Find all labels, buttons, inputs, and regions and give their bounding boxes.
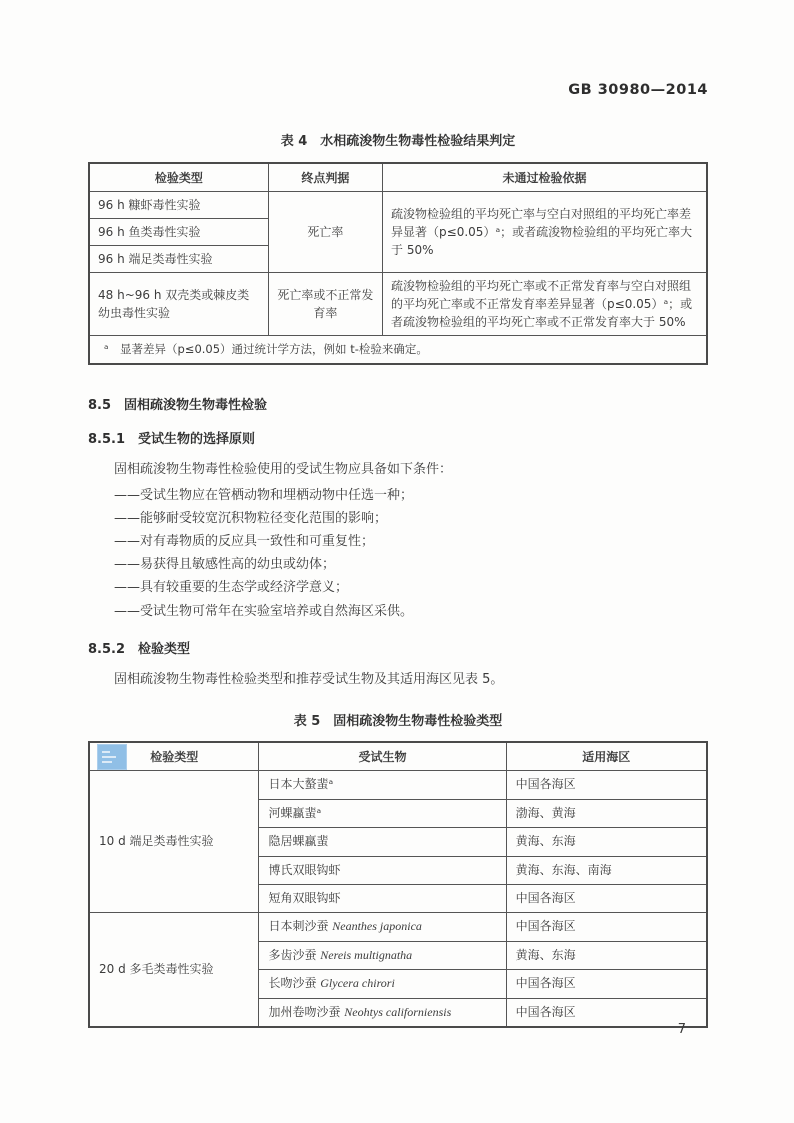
table4-footnote-row	[89, 336, 707, 365]
table5-cell-organism	[259, 885, 506, 913]
table-row	[89, 192, 707, 219]
organism-cn: 长吻沙蚕	[268, 976, 321, 991]
table-row	[89, 913, 707, 941]
table4-cell-test: 48 h~96 h 双壳类或棘皮类幼虫毒性实验	[89, 273, 268, 336]
list-item: ——易获得且敏感性高的幼虫或幼体；	[114, 557, 336, 573]
table4-header-test-type: 检验类型	[89, 163, 268, 192]
table5-cell-organism	[259, 913, 506, 941]
list-item: ——受试生物可常年在实验室培养或自然海区采供。	[114, 603, 414, 619]
table5-cell-organism	[259, 998, 506, 1027]
table5-cell-test-group: 20 d 多毛类毒性实验	[89, 913, 259, 1027]
table5-cell-region: 中国各海区	[506, 885, 707, 913]
table5-cell-region: 黄海、东海	[506, 941, 707, 969]
organism-cn: 隐居蜾蠃蜚	[268, 834, 329, 849]
table5-header-region: 适用海区	[506, 742, 707, 771]
table5-header-test-type	[89, 742, 259, 771]
organism-cn: 加州卷吻沙蚕	[268, 1004, 345, 1019]
criteria-list	[88, 484, 708, 623]
table5-cell-region: 中国各海区	[506, 771, 707, 799]
table4	[88, 162, 708, 365]
table5-cell-organism	[259, 828, 506, 856]
doc-code: GB 30980—2014	[568, 82, 708, 98]
table4-cell-criteria: 疏浚物检验组的平均死亡率与空白对照组的平均死亡率差异显著（p≤0.05）ᵃ；或者疏浚物检验组的平均死亡率大于 50%	[383, 192, 707, 273]
table4-title: 表 4 水相疏浚物生物毒性检验结果判定	[280, 134, 516, 149]
list-item: ——能够耐受较宽沉积物粒径变化范围的影响；	[114, 511, 388, 527]
table4-cell-endpoint: 死亡率	[268, 192, 382, 273]
table5-cell-region: 中国各海区	[506, 913, 707, 941]
table5-header-test-type-label: 检验类型	[150, 750, 199, 765]
organism-cn: 日本大螯蜚ᵃ	[268, 777, 334, 792]
organism-latin: Neanthes japonica	[332, 919, 422, 934]
table5-cell-region: 中国各海区	[506, 998, 707, 1027]
table4-footnote: ᵃ 显著差异（p≤0.05）通过统计学方法，例如 t-检验来确定。	[89, 336, 707, 365]
list-item: ——具有较重要的生态学或经济学意义；	[114, 580, 349, 596]
watermark-stamp	[97, 744, 127, 770]
table5-cell-region: 渤海、黄海	[506, 799, 707, 827]
table5-cell-organism	[259, 771, 506, 799]
organism-cn: 日本刺沙蚕	[268, 919, 333, 934]
organism-cn: 河蜾蠃蜚ᵃ	[268, 805, 322, 820]
table5-header-row	[89, 742, 707, 771]
table4-header-criteria: 未通过检验依据	[383, 163, 707, 192]
table4-cell-endpoint: 死亡率或不正常发育率	[268, 273, 382, 336]
organism-latin: Neohtys californiensis	[344, 1004, 452, 1019]
table5-cell-organism	[259, 856, 506, 884]
table5-cell-organism	[259, 799, 506, 827]
table5	[88, 741, 708, 1028]
list-item: ——对有毒物质的反应具一致性和可重复性；	[114, 534, 375, 550]
organism-cn: 博氏双眼钩虾	[268, 862, 341, 877]
page-number: 7	[677, 1022, 686, 1037]
table5-header-organism: 受试生物	[259, 742, 506, 771]
section-heading-8-5: 8.5 固相疏浚物生物毒性检验	[88, 398, 268, 414]
section-8-5-1-intro: 固相疏浚物生物毒性检验使用的受试生物应具备如下条件：	[114, 462, 453, 478]
organism-cn: 多齿沙蚕	[268, 947, 321, 962]
organism-cn: 短角双眼钩虾	[268, 891, 341, 905]
table5-cell-organism	[259, 941, 506, 969]
section-heading-8-5-2: 8.5.2 检验类型	[88, 641, 191, 657]
table4-cell-criteria: 疏浚物检验组的平均死亡率或不正常发育率与空白对照组的平均死亡率或不正常发育率差异显著（p≤0.05）ᵃ；或者疏浚物检验组的平均死亡率或不正常发育率大于 50%	[383, 273, 707, 336]
table4-cell-test: 96 h 端足类毒性实验	[89, 246, 268, 273]
organism-latin: Glycera chirori	[320, 976, 395, 991]
organism-latin: Nereis multignatha	[320, 947, 413, 962]
section-heading-8-5-1: 8.5.1 受试生物的选择原则	[88, 432, 256, 448]
table4-cell-test: 96 h 糠虾毒性实验	[89, 192, 268, 219]
page-content	[88, 0, 708, 1028]
table5-cell-organism	[259, 970, 506, 998]
table5-cell-region: 黄海、东海、南海	[506, 856, 707, 884]
section-8-5-2-intro: 固相疏浚物生物毒性检验类型和推荐受试生物及其适用海区见表 5。	[114, 671, 504, 687]
list-item: ——受试生物应在管栖动物和埋栖动物中任选一种；	[114, 487, 414, 503]
table4-header-row	[89, 163, 707, 192]
table5-cell-region: 中国各海区	[506, 970, 707, 998]
table-row	[89, 273, 707, 336]
table-row	[89, 771, 707, 799]
table4-cell-test: 96 h 鱼类毒性实验	[89, 219, 268, 246]
table5-title: 表 5 固相疏浚物生物毒性检验类型	[293, 714, 503, 730]
table5-cell-test-group: 10 d 端足类毒性实验	[89, 771, 259, 913]
table5-cell-region: 黄海、东海	[506, 828, 707, 856]
table4-header-endpoint: 终点判据	[268, 163, 382, 192]
